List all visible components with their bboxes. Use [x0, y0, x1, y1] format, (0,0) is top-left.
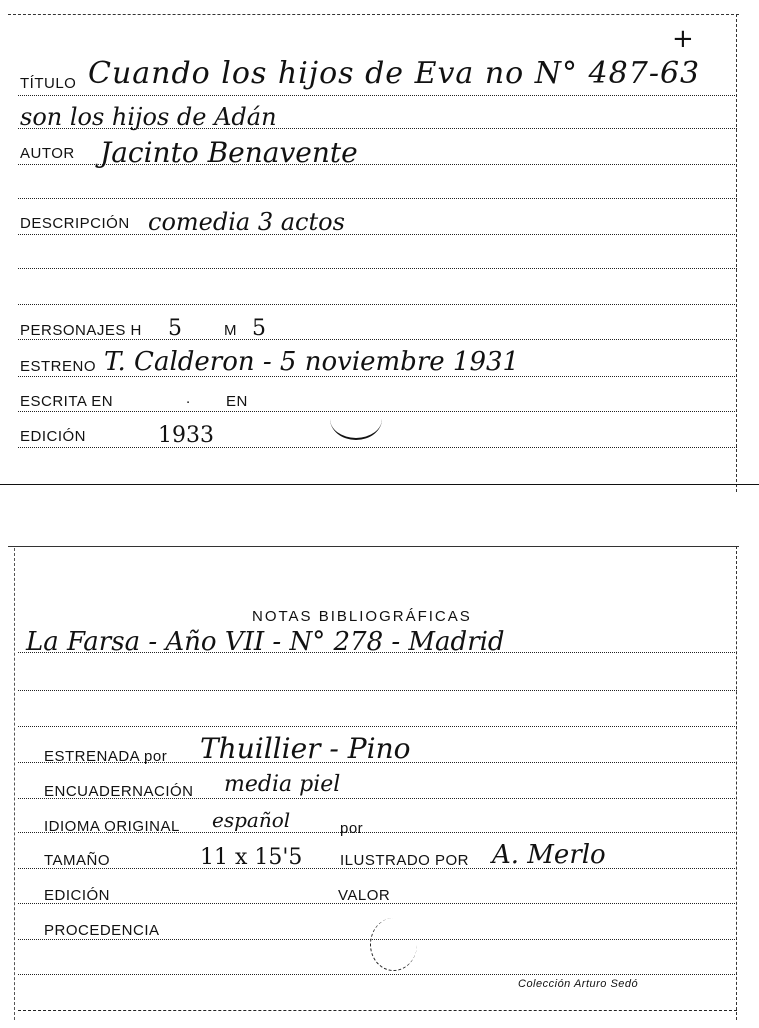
card-edge	[14, 548, 15, 1020]
card-edge	[18, 1010, 737, 1011]
encuadernacion-value: media piel	[224, 772, 341, 797]
personajes-h-label: PERSONAJES H	[20, 322, 142, 339]
ruled-line	[18, 339, 737, 340]
edicion-value: 1933	[158, 423, 214, 448]
autor-label: AUTOR	[20, 145, 75, 162]
ilustrado-label: ILUSTRADO POR	[340, 852, 470, 869]
ruled-line	[18, 690, 737, 691]
encuadernacion-label: ENCUADERNACIÓN	[44, 783, 194, 800]
tamano-label: TAMAÑO	[44, 852, 111, 869]
plus-mark: +	[672, 24, 694, 54]
notas-heading: NOTAS BIBLIOGRÁFICAS	[252, 608, 472, 625]
ruled-line	[18, 268, 737, 269]
punch-hole	[330, 398, 382, 440]
descripcion-label: DESCRIPCIÓN	[20, 215, 130, 232]
edicion-label: EDICIÓN	[20, 428, 87, 445]
titulo-value-continued: son los hijos de Adán	[20, 103, 277, 131]
catalog-card-front	[0, 0, 759, 500]
autor-value: Jacinto Benavente	[100, 136, 358, 169]
collection-stamp: Colección Arturo Sedó	[518, 978, 639, 990]
valor-label: VALOR	[338, 887, 391, 904]
ruled-line	[18, 726, 737, 727]
ruled-line	[18, 974, 737, 975]
titulo-value: Cuando los hijos de Eva no N° 487-63	[88, 56, 701, 91]
catalog-card-back	[0, 540, 759, 1028]
card-edge	[0, 484, 759, 485]
procedencia-label: PROCEDENCIA	[44, 922, 160, 939]
estrenada-label: ESTRENADA por	[44, 748, 168, 765]
idioma-por-label: por	[340, 820, 364, 837]
titulo-label: TÍTULO	[20, 75, 77, 92]
punch-hole	[370, 918, 417, 971]
estreno-label: ESTRENO	[20, 358, 97, 375]
escrita-en-value: .	[186, 390, 191, 407]
ruled-line	[18, 304, 737, 305]
card-edge	[8, 546, 739, 547]
personajes-h-value: 5	[168, 316, 182, 341]
en-label: EN	[226, 393, 248, 410]
estrenada-value: Thuillier - Pino	[200, 732, 411, 765]
notas-value: La Farsa - Año VII - N° 278 - Madrid	[26, 627, 505, 657]
ruled-line	[18, 198, 737, 199]
idioma-value: español	[212, 808, 291, 832]
estreno-value: T. Calderon - 5 noviembre 1931	[104, 347, 520, 377]
card-edge	[736, 14, 737, 492]
ruled-line	[18, 447, 737, 448]
card-edge	[736, 546, 737, 1020]
edicion-label: EDICIÓN	[44, 887, 111, 904]
idioma-label: IDIOMA ORIGINAL	[44, 818, 180, 835]
card-edge	[8, 14, 739, 15]
ruled-line	[18, 234, 737, 235]
descripcion-value: comedia 3 actos	[148, 208, 345, 236]
escrita-en-label: ESCRITA EN	[20, 393, 114, 410]
ilustrado-value: A. Merlo	[492, 840, 606, 870]
tamano-value: 11 x 15'5	[200, 845, 303, 870]
personajes-m-label: M	[224, 322, 237, 339]
personajes-m-value: 5	[252, 316, 266, 341]
ruled-line	[18, 95, 737, 96]
